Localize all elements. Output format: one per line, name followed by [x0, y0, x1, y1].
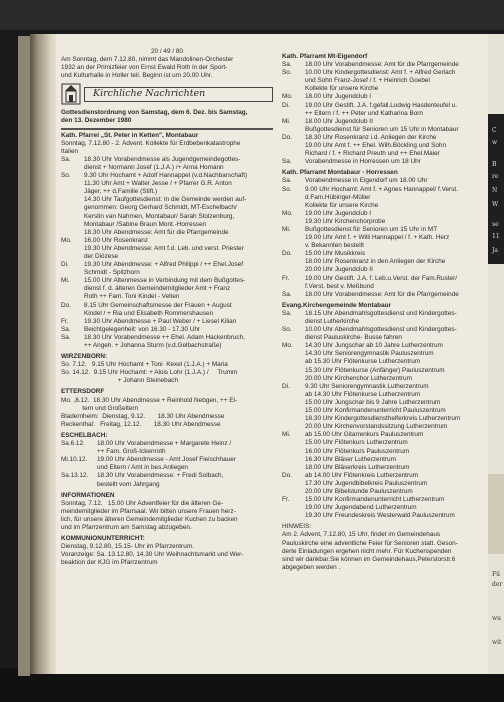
- right-column: [282, 53, 486, 572]
- schedule-row: [282, 383, 486, 391]
- entry-text: 18.00 Uhr Vorabendmesse: Amt für die Pfarrgemeinde: [305, 290, 459, 298]
- adjacent-letter: B: [492, 161, 497, 168]
- schedule-row: [282, 326, 486, 334]
- text-line: Pauluskirche eine adventliche Feier für Senioren statt. Geson-: [282, 539, 458, 547]
- entry-text: ++ Fam. Groß-Ickenroth: [97, 448, 166, 456]
- adjacent-letter: 11: [492, 233, 500, 240]
- entry-day: Mi.: [282, 431, 291, 439]
- entry-text: 18.00 Uhr Bläserkreis Lutherzentrum: [305, 463, 410, 471]
- entry-text: 14.30 Uhr Taufgottesdienst: In die Gemeinde werden auf-: [84, 196, 247, 204]
- entry-text: v. Bekannten bestellt: [305, 242, 364, 250]
- entry-day: Mi.: [282, 117, 291, 125]
- communion-text: [61, 543, 273, 567]
- entry-text: 18.00 Uhr Vorabendmesse + Margarete Heinz /: [97, 440, 232, 448]
- subsection-title: INFORMATIONEN: [61, 491, 115, 499]
- entry-day: Sa.: [282, 177, 292, 185]
- schedule-row: [61, 318, 273, 326]
- entry-day: Mo.: [282, 209, 293, 217]
- entry-text: 18.30 Uhr Vorabendmesse ++ Ehel. Adam Hackenbruch,: [84, 333, 245, 341]
- entry-text: und Sohn Franz-Josef / f. + Heinrich Goebel: [305, 77, 430, 85]
- entry-text: Schmidt - Spitzhorn: [84, 269, 140, 277]
- entry-text: genommen: Georg Gerhard Schmidt, MT-Eschelbach/: [84, 204, 237, 212]
- text-line: Am 2. Advent, 7.12.80, 15 Uhr, findet im Gemeindehaus: [282, 531, 441, 539]
- entry-text: 15.00 Uhr Konfirmandenunterricht Lutherzentrum: [305, 496, 445, 504]
- entry-day: Do.: [282, 133, 292, 141]
- adjacent-letter: w: [492, 139, 498, 146]
- entry-text: 18.30 Uhr Vorabendmesse: + Fredi Solbach,: [97, 472, 224, 480]
- text-line: Dienstag, 9.12.80, 15.15- Uhr im Pfarrzentrum.: [61, 543, 194, 551]
- schedule-entry: [282, 69, 486, 93]
- entry-day: Di.: [282, 382, 290, 390]
- entry-day: Fr.: [282, 274, 290, 282]
- text-line: So. 7.12. 9.15 Uhr Hochamt + Toni Kexel (1.J.A.) + Maria: [61, 361, 228, 369]
- section-header: [61, 83, 273, 105]
- schedule-entry: [282, 310, 486, 326]
- entry-text: 19.30 Uhr Abendmesse + Paul Weber / + Liesel Kilian: [84, 317, 237, 325]
- entry-text: 16.30 Uhr Bläser Lutherzentrum: [305, 455, 396, 463]
- text-line: So. 14.12. 9.15 Uhr Hochamt: + Alois Lohr (1.J.A.) / Trumm: [61, 369, 238, 377]
- kath-schedule: [61, 156, 273, 350]
- text-line: Voranzeige: Sa. 13.12.80, 14.30 Uhr Weihnachtsmarkt und Wer-: [61, 551, 244, 559]
- schedule-row: [282, 134, 486, 142]
- issue-number: 20 / 49 / 80: [151, 48, 183, 55]
- entry-day: Sa.: [282, 309, 292, 317]
- schedule-row: [282, 177, 486, 185]
- entry-day: Mi.: [282, 225, 291, 233]
- entry-text: Kollekte für unsere Kirche: [305, 85, 379, 93]
- entry-text: 19.30 Uhr Kirchenchorprobe: [305, 217, 386, 225]
- entry-day: So.: [61, 172, 71, 180]
- entry-day: Sa.: [61, 155, 71, 163]
- schedule-entry: [282, 226, 486, 250]
- schedule-entry: [61, 172, 273, 237]
- entry-text: 9.00 Uhr Hochamt: Amt f. + Agnes Hannappel/ f.Verst.: [305, 185, 458, 193]
- entry-text: ++ Angeh. + Johanna Sturm (v.d.Gelbachstraße): [84, 342, 222, 349]
- entry-text: ++ Eltern / f. ++ Peter und Katharina Born: [305, 109, 423, 117]
- schedule-row: [282, 250, 486, 258]
- entry-text: 19.00 Uhr Abendmesse - Amt Josef Fleischhauer: [97, 456, 236, 464]
- schedule-row: [282, 496, 486, 504]
- adjacent-letter: Ja: [492, 247, 498, 254]
- entry-text: 16.00 Uhr Rosenkranz: [84, 236, 148, 244]
- divider: [61, 128, 273, 130]
- schedule-row: [61, 334, 273, 342]
- section-banner: Kirchliche Nachrichten: [84, 87, 273, 102]
- entry-text: 19.30 Uhr Abendmesse: Amt f.d. Leb. und verst. Priester: [84, 244, 244, 252]
- schedule-row: [61, 302, 273, 310]
- text-line: + Johann Steinebach: [61, 377, 179, 385]
- entry-day: Mi.10.12.: [61, 456, 88, 464]
- ettersdorf-schedule: [61, 397, 273, 429]
- entry-text: 18.30 Uhr Rosenkranz i.d. Anliegen der Kirche: [305, 133, 437, 141]
- entry-text: 19.00 Uhr Gestift. J.A. f. Leb.u.Verst. der Fam.Ruster/: [305, 274, 458, 282]
- entry-day: Sa.: [282, 61, 292, 69]
- entry-text: Vorabendmesse in Horressen um 18 Uhr: [305, 158, 421, 166]
- parish-intro: Sonntag, 7.12.80 - 2. Advent. Kollekte für Erdbebenkatastrophe: [61, 139, 241, 147]
- schedule-entry: [61, 326, 273, 334]
- entry-text: d.Fam.Hübinger-Müller: [305, 193, 371, 201]
- text-line: meindemitglieder im Pfarrsaal. Wir bitten unsere Frauen herz-: [61, 507, 236, 515]
- entry-text: 15.00 Uhr Flötenkurs Lutherzentrum: [305, 439, 408, 447]
- schedule-entry: [61, 302, 273, 318]
- schedule-entry: [282, 210, 486, 226]
- schedule-entry: [61, 156, 273, 172]
- text-line: lich, für unsere älteren Gemeindemitglieder Kuchen zu backen: [61, 515, 238, 523]
- entry-day: [61, 481, 97, 489]
- entry-text: 19.00 Uhr Gestift. J.A. f.gefall.Ludwig Hasdenteufel u.: [305, 101, 458, 109]
- schedule-entry: [282, 326, 486, 342]
- entry-day: Fr.: [61, 317, 69, 325]
- entry-text: 20.00 Uhr Kirchenchor Lutherzentrum: [305, 374, 412, 382]
- entry-text: bestellt vom Jahrgang: [97, 480, 160, 488]
- entry-text: ab 15.30 Uhr Flötenkurse Lutherzentrum: [305, 358, 421, 366]
- entry-day: So.: [282, 185, 292, 193]
- entry-text: dienst + Normann Josef (1.J.A.) /+ Anna Homann: [84, 163, 224, 171]
- subsection-title: WIRZENBORN:: [61, 353, 108, 361]
- schedule-entry: [282, 118, 486, 134]
- parish-title: Kath. Pfarramt Mt-Eigendorf: [282, 53, 368, 60]
- entry-day: Do.: [282, 250, 292, 258]
- entry-day: Mi.: [61, 277, 70, 285]
- entry-text: 17.30 Uhr Jugendbibelkreis Pauluszentrum: [305, 479, 428, 487]
- entry-text: 18.00 Uhr Jugendclub II: [305, 117, 373, 125]
- intro-line: 1932 an der Primizfeier von Ernst Ewald Roth in der Sport-: [61, 64, 228, 72]
- schedule-row: [61, 464, 273, 472]
- entry-text: ab 14.00 Uhr Flötenkreis Lutherzentrum: [305, 471, 418, 479]
- entry-day: [61, 448, 97, 456]
- schedule-entry: [282, 291, 486, 299]
- entry-text: 20.00 Uhr Kirchenvorstandssitzung Lutherzentrum: [305, 423, 448, 431]
- adjacent-letter: W: [492, 201, 499, 208]
- schedule-row: [282, 291, 486, 299]
- subsection-title: KOMMUNIONUNTERRICHT:: [61, 535, 145, 543]
- schedule-row: [282, 226, 486, 234]
- entry-text: ab 15.00 Uhr Gitarrenkurs Pauluszentrum: [305, 431, 424, 439]
- book-spine: [30, 34, 56, 674]
- entry-text: 9.30 Uhr Hochamt + Adolf Hannappel (v.d.Nachbarschaft): [84, 172, 248, 180]
- entry-text: dienst Pauluskirche- Busse fahren: [305, 334, 402, 342]
- parish-title: Kath. Pfarrei „St. Peter in Ketten", Montabaur: [61, 131, 199, 139]
- text-line: Reckenthal: Freitag, 12.12. 18.30 Uhr Abendmesse: [61, 420, 221, 428]
- entry-text: 10.00 Uhr Abendmahlsgottesdienst und Kindergottes-: [305, 326, 457, 334]
- entry-text: Richard / f. + Richard Preuth und ++ Ehel.Maier: [305, 150, 440, 158]
- adjacent-letter: wit: [492, 639, 502, 646]
- text-line: Bladernheim: Dienstag, 9.12. 18.30 Uhr Abendmesse: [61, 412, 225, 420]
- entry-text: 19.30 Uhr Abendmesse: + Alfred Philippi / ++ Ehel.Josef: [84, 261, 243, 269]
- entry-text: der Diözese: [84, 252, 119, 260]
- text-line: sind wir dankbar.Sie können im Gemeindehaus,Peterstorstr.6: [282, 555, 456, 563]
- adjacent-letter: se: [492, 221, 499, 228]
- entry-day: Sa.: [282, 290, 292, 298]
- schedule-row: [61, 472, 273, 480]
- text-line: derte Einladungen ergehen nicht mehr. Für Kuchenspenden: [282, 547, 452, 555]
- entry-text: 19.00 Uhr Jugendclub I: [305, 209, 372, 217]
- entry-day: Fr.: [282, 496, 290, 504]
- left-column: [61, 48, 273, 567]
- schedule-entry: [282, 496, 486, 520]
- subsection-title: ETTERSDORF: [61, 388, 105, 396]
- entry-text: 14.30 Uhr Jungschar ab 10 Jahre Lutherzentrum: [305, 342, 443, 350]
- schedule-row: [282, 93, 486, 101]
- entry-text: Kollekte für unsere Kirche: [305, 201, 379, 209]
- subsection-title: ESCHELBACH:: [61, 431, 108, 439]
- schedule-row: [282, 210, 486, 218]
- schedule-entry: [61, 277, 273, 301]
- schedule-entry: [282, 93, 486, 101]
- entry-text: dienst f. d. älteren Gemeindemitglieder Amt + Franz: [84, 285, 231, 293]
- entry-text: 15.00 Uhr Jungschar bis 9 Jahre Lutherzentrum: [305, 398, 441, 406]
- eschelbach-schedule: [61, 440, 273, 489]
- intro-line: Am Sonntag, dem 7.12.80, nimmt das Mandolinen-Orchester: [61, 56, 234, 64]
- entry-text: Jäger, ++ d.Familie (Stift.): [84, 188, 158, 196]
- schedule-entry: [282, 186, 486, 210]
- schedule-row: [61, 448, 273, 456]
- parish-title: Kath. Pfarramt Montabaur - Horressen: [282, 169, 398, 177]
- entry-text: 15.00 Uhr Konfirmandenunterricht Pauluszentrum: [305, 407, 446, 415]
- schedule-entry: [282, 342, 486, 382]
- schedule-entry: [282, 134, 486, 158]
- entry-text: Bußgottesdienst für Senioren um 15 Uhr in MT: [305, 225, 438, 233]
- schedule-entry: [282, 472, 486, 496]
- entry-text: Kindel / + Ria und Elisabeth Rommershausen: [84, 309, 214, 317]
- schedule-row: [282, 69, 486, 77]
- entry-day: Sa.: [61, 325, 71, 333]
- entry-day: Mo.: [61, 236, 72, 244]
- schedule-row: [282, 342, 486, 350]
- entry-day: Do.: [61, 301, 71, 309]
- entry-text: 20.00 Uhr Bibelstunde Pauluszentrum: [305, 487, 413, 495]
- parish-intro: Italien: [61, 147, 79, 155]
- schedule-row: [282, 158, 486, 166]
- entry-day: Di.: [282, 101, 290, 109]
- text-line: und im Pfarrzentrum am Samstag abzugeben.: [61, 523, 192, 531]
- schedule-entry: [61, 261, 273, 277]
- schedule-entry: [282, 177, 486, 185]
- adjacent-letter: C: [492, 127, 497, 134]
- entry-text: Beichtgelegenheit: von 16.30 - 17.30 Uhr: [84, 325, 201, 333]
- text-line: beaktion der KJG im Pfarrzentrum: [61, 559, 158, 567]
- entry-text: f.Verst. best v. Meßbund: [305, 282, 374, 290]
- entry-text: 18.00 Uhr Vorabendmesse: Amt für die Pfarrgemeinde: [305, 61, 459, 69]
- schedule-heading: Gottesdienstordnung von Samstag, dem 6. Dez. bis Samstag,: [61, 109, 248, 117]
- schedule-entry: [282, 102, 486, 118]
- intro-line: und Kulturhalle in Holler teil. Beginn ist um 20.00 Uhr.: [61, 72, 213, 80]
- schedule-row: [61, 481, 273, 489]
- entry-text: Vorabendmesse in Eigendorf um 18.00 Uhr: [305, 177, 428, 185]
- information-text: [61, 500, 273, 532]
- schedule-row: [61, 277, 273, 285]
- evangelical-schedule: [282, 310, 486, 520]
- scanner-background-top: [0, 0, 504, 30]
- text-line: Mo. ,8.12. 18.30 Uhr Abendmesse + Reinhold Nebgen, ++ El-: [61, 396, 238, 404]
- schedule-row: [282, 472, 486, 480]
- entry-text: 19.00 Uhr Amt f. + Willi Hannappel / f. + Kath. Herz: [305, 234, 450, 242]
- entry-text: dienst Lutherkirche: [305, 318, 359, 325]
- text-line: Sonntag, 7.12. 15.00 Uhr Adventfeier für die älteren Ge-: [61, 499, 223, 507]
- schedule-entry: [282, 158, 486, 166]
- entry-day: Do.: [282, 471, 292, 479]
- schedule-entry: [61, 334, 273, 350]
- parish-title: Evang.Kirchengemeinde Montabaur: [282, 301, 392, 309]
- wirzenborn-schedule: [61, 361, 273, 385]
- entry-text: 18.30 Uhr Vorabendmesse als Jugendgemeindegottes-: [84, 155, 241, 163]
- schedule-row: [61, 440, 273, 448]
- schedule-row: [282, 186, 486, 194]
- subsection-title: HINWEIS:: [282, 523, 312, 531]
- schedule-row: [61, 261, 273, 269]
- entry-day: Di.: [61, 261, 69, 269]
- entry-text: 18.00 Uhr Rosenkranz in den Anliegen der Kirche: [305, 258, 446, 266]
- schedule-row: [61, 456, 273, 464]
- entry-text: Bußgottesdienst für Senioren um 15 Uhr in Montabaur: [305, 125, 459, 133]
- schedule-entry: [282, 275, 486, 291]
- entry-day: Sa.: [61, 333, 71, 341]
- schedule-row: [282, 431, 486, 439]
- entry-day: Sa.: [282, 158, 292, 166]
- horressen-schedule: [282, 177, 486, 298]
- entry-text: 15.00 Uhr Musikkreis: [305, 250, 366, 258]
- schedule-row: [61, 156, 273, 164]
- entry-text: 16.00 Uhr Flötenkurs Pauluszentrum: [305, 447, 410, 455]
- schedule-row: [61, 237, 273, 245]
- entry-text: Roth ++ Fam. Toni Kindel - Velten: [84, 293, 180, 301]
- schedule-row: [282, 61, 486, 69]
- schedule-entry: [61, 237, 273, 261]
- schedule-row: [282, 118, 486, 126]
- entry-text: 15.30 Uhr Flötenkurse (Anfänger) Pauluszentrum: [305, 366, 445, 374]
- schedule-entry: [282, 61, 486, 69]
- schedule-row: [282, 310, 486, 318]
- adjacent-letter: wu: [492, 615, 501, 622]
- entry-text: 8.15 Uhr Gemeinschaftsmesse der Frauen + August: [84, 301, 232, 309]
- entry-text: Kerstin van Nahmen, Montabaur/ Sarah Stolzenburg,: [84, 212, 235, 220]
- schedule-entry: [282, 383, 486, 432]
- entry-text: ab 14.30 Uhr Flötenkurse Lutherzentrum: [305, 390, 421, 398]
- text-line: tern und Großeltern: [61, 404, 139, 412]
- newspaper-page: [56, 34, 488, 674]
- entry-text: 18.30 Uhr Kindergottesdiensthelferkreis Lutherzentrum: [305, 415, 461, 423]
- text-line: abgegeben werden .: [282, 563, 341, 571]
- schedule-row: [61, 172, 273, 180]
- schedule-entry: [61, 318, 273, 326]
- entry-text: 10.00 Uhr Kindergottesdienst: Amt f. + Alfred Gerlach: [305, 69, 456, 77]
- schedule-row: [282, 275, 486, 283]
- entry-text: 18.30 Uhr Abendmesse: Amt für die Pfarrgemeinde: [84, 228, 229, 236]
- eigendorf-schedule: [282, 61, 486, 166]
- church-icon: [61, 83, 81, 105]
- entry-text: 19.30 Uhr Freundeskreis Westerwald Pauluszentrum: [305, 512, 455, 520]
- entry-day: Mo.: [282, 93, 293, 101]
- adjacent-letter: re: [492, 173, 499, 180]
- entry-day: Mo.: [282, 342, 293, 350]
- page-stack-edge: [18, 36, 30, 676]
- adjacent-image-block: [488, 474, 504, 554]
- entry-day: So.: [282, 69, 292, 77]
- entry-text: 20.00 Uhr Jugendclub II: [305, 266, 373, 274]
- entry-text: Montabaur /Sabine Braun Mont.-Horressen: [84, 220, 207, 228]
- schedule-entry: [282, 431, 486, 471]
- adjacent-letter: Fü: [492, 571, 501, 578]
- entry-day: So.: [282, 326, 292, 334]
- schedule-row: [61, 326, 273, 334]
- notice-text: [282, 531, 486, 571]
- entry-text: 11.30 Uhr Amt + Walter Jesse / + Pfarrer G.R. Anton: [84, 180, 232, 188]
- entry-text: 19.00 Uhr Amt f. ++ Ehel. Wilh.Böckling und Sohn: [305, 142, 447, 150]
- entry-text: 9.30 Uhr Seniorengymnastik Lutherzentrum: [305, 382, 429, 390]
- entry-day: [61, 464, 97, 472]
- entry-day: Sa.6.12.: [61, 440, 85, 448]
- adjacent-page-edge: [488, 34, 504, 674]
- entry-day: Sa.13.12.: [61, 472, 89, 480]
- entry-text: 19.00 Uhr Jugendabend Lutherzentrum: [305, 504, 417, 512]
- schedule-entry: [282, 250, 486, 274]
- entry-text: 18.00 Uhr Jugendclub I: [305, 93, 372, 101]
- entry-text: 15.00 Uhr Altenmesse in Verbindung mit dem Bußgottes-: [84, 277, 246, 285]
- adjacent-letter: der: [492, 581, 503, 588]
- entry-text: 18.15 Uhr Abendmahlsgottesdienst und Kindergottes-: [305, 309, 457, 317]
- adjacent-letter: N: [492, 187, 498, 194]
- entry-text: und Eltern / Amt in bes.Anliegen: [97, 464, 188, 472]
- entry-text: 14.30 Uhr Seniorengymnastik Pauluszentrum: [305, 350, 434, 358]
- schedule-row: [282, 102, 486, 110]
- schedule-heading: den 13. Dezember 1980: [61, 117, 132, 125]
